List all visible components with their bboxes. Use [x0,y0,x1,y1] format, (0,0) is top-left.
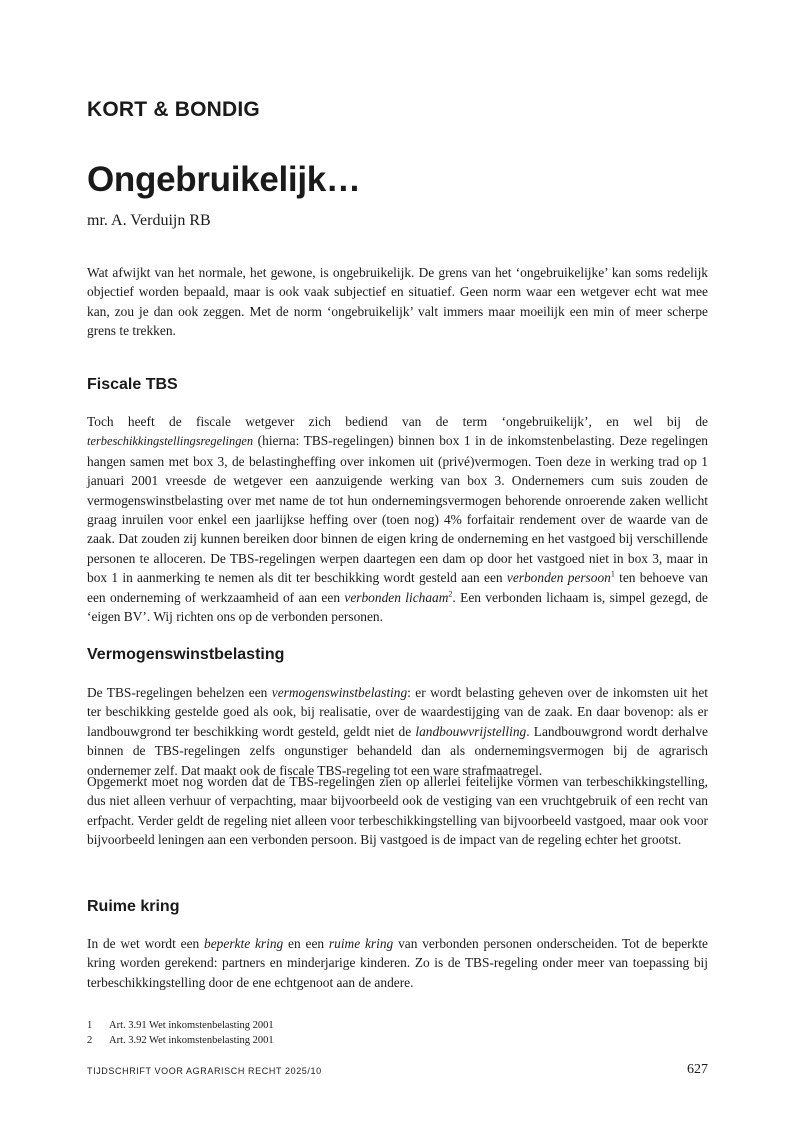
text-run: van verbonden personen onderscheiden. Tot de beperkte kring worden gerekend: partners en minderjarige kinderen. Zo is de TBS-regeling onder meer van toepassing bij terbeschikkingstelling door de ene echtgenoot aan de andere. [87,936,708,990]
term-verbonden-lichaam: verbonden lichaam [344,589,449,605]
heading-ruime-kring: Ruime kring [87,898,180,915]
text-run: . Landbouwgrond wordt derhalve binnen de TBS-regelingen zelfs ongunstiger behandeld dan als ondernemingsvermogen bij de agrarisch ondernemer zelf. Dat maakt ook de fiscale TBS-regeling tot een ware strafmaatregel. [87,723,708,778]
footnote-ref-1[interactable]: 1 [610,569,615,579]
text-run: en een [283,936,329,951]
text-run: . Een verbonden lichaam is, simpel gezegd, de ‘eigen BV’. Wij richten ons op de verbonden personen. [87,589,708,625]
term-landbouwvrijstelling: landbouwvrijstelling [415,723,527,739]
vermogenswinst-paragraph-1 [87,683,708,780]
text-run: ten behoeve van een onderneming of werkzaamheid of aan een [87,570,708,605]
term-tbs-regelingen: terbeschikkingstellingsregelingen [87,434,254,449]
heading-fiscale-tbs: Fiscale TBS [87,376,178,393]
journal-footer: TIJDSCHRIFT VOOR AGRARISCH RECHT 2025/10 [87,1066,322,1076]
footnote-ref-2[interactable]: 2 [448,589,453,599]
vermogenswinst-paragraph-2: Opgemerkt moet nog worden dat de TBS-regelingen zien op allerlei feitelijke vormen van terbeschikkingstelling, dus niet alleen verhuur of verpachting, maar bijvoorbeeld ook de vestiging van een vruchtgebruik of een recht van erfpacht. Verder geldt de regeling niet alleen voor terbeschikkingstelling van bijvoorbeeld vastgoed, maar ook voor bijvoorbeeld leningen aan een verbonden persoon. Bij vastgoed is de impact van de regeling echter het grootst. [87,774,708,848]
term-ruime-kring: ruime kring [328,936,394,951]
footnote-number: 1 [87,1020,93,1031]
text-run: De TBS-regelingen behelzen een [87,685,272,700]
footnote-text: Art. 3.92 Wet inkomstenbelasting 2001 [109,1035,274,1046]
text-run: : er wordt belasting geheven over de inkomsten uit het ter beschikking gestelde goed als ook, bij realisatie, over de waardestijging van de zaak. En daar bovenop: als er landbouwgrond ter beschikking wordt gesteld, geldt niet de [87,685,709,739]
footnote-number: 2 [87,1035,93,1046]
text-run: Toch heeft de fiscale wetgever zich bediend van de term ‘ongebruikelijk’, en wel bij de [87,414,708,429]
ruime-kring-paragraph [87,934,708,992]
footnote-text: Art. 3.91 Wet inkomstenbelasting 2001 [109,1020,274,1031]
term-verbonden-persoon: verbonden persoon [506,570,611,586]
term-beperkte-kring: beperkte kring [204,936,284,951]
author-line: mr. A. Verduijn RB [87,212,211,229]
article-title: Ongebruikelijk… [87,160,361,199]
footnote-1 [87,1018,274,1033]
text-run: (hierna: TBS-regelingen) binnen box 1 in de inkomstenbelasting. Deze regelingen hangen samen met box 3, de belastingheffing over inkomen uit (privé)vermogen. Toen deze in werking trad op 1 januari 2001 vreesde de wetgever een aanzuigende werking van box 3. Ondernemers cum suis zouden de vermogenswinstbelasting over met name de tot hun ondernemingsvermogen behorende onroerende zaken wellicht graag inruilen voor enkel een jaarlijkse heffing over (toen nog) 4% forfaitair rendement over de waarde van de zaak. Dat zouden zij kunnen bereiken door binnen de eigen kring de onderneming en het vastgoed bij verschillende personen te alloceren. De TBS-regelingen werpen daartegen een dam op door het vastgoed niet in box 3, maar in box 1 in aanmerking te nemen als dit ter beschikking wordt gesteld aan een [87,433,708,586]
fiscale-tbs-paragraph [87,412,708,626]
intro-paragraph: Wat afwijkt van het normale, het gewone, is ongebruikelijk. De grens van het ‘ongebruikelijke’ kan soms redelijk objectief worden bepaald, maar is ook vaak subjectief en situatief. Geen norm waar een wetgever echt wat mee kan, zou je dan ook zeggen. Met de norm ‘ongebruikelijk’ valt immers maar moeilijk een min of meer scherpe grens te trekken. [87,265,708,339]
footnote-2 [87,1033,274,1048]
term-vermogenswinstbelasting: vermogenswinstbelasting [271,685,408,700]
text-run: In de wet wordt een [87,936,205,951]
heading-vermogenswinstbelasting: Vermogenswinstbelasting [87,646,285,663]
page-number: 627 [687,1062,708,1077]
section-kicker: KORT & BONDIG [87,98,260,121]
